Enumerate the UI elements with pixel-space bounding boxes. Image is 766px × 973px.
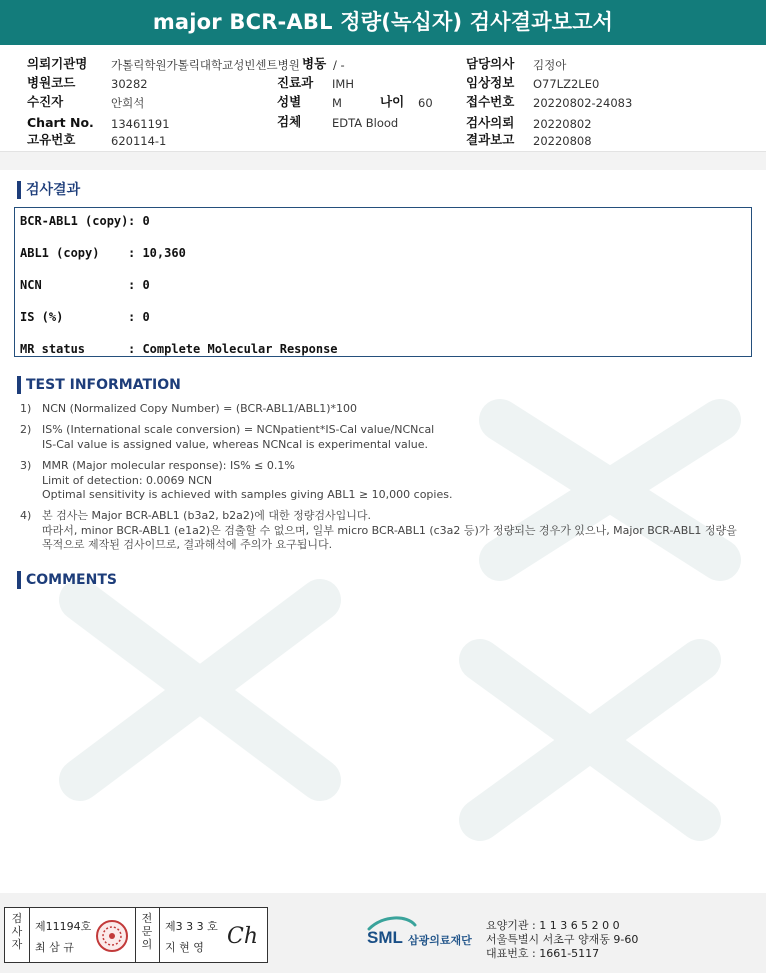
- result-label: IS (%): [20, 310, 64, 324]
- item-line: NCN (Normalized Copy Number) = (BCR-ABL1/ABL1)*100: [42, 402, 358, 415]
- item-line: 본 검사는 Major BCR-ABL1 (b3a2, b2a2)에 대한 정량검사입니다.: [42, 509, 371, 522]
- section-divider: [0, 151, 766, 170]
- hospcode-value-wrap: [111, 77, 148, 91]
- specimen-value-wrap: [332, 116, 398, 130]
- clinical-value: O77LZ2LE0: [533, 77, 600, 91]
- doctor-row: [466, 57, 514, 71]
- receipt-row: [466, 95, 514, 109]
- sex-value-wrap: [332, 96, 342, 110]
- specimen-row: [277, 115, 301, 129]
- reqdate-label: 검사의뢰: [466, 115, 515, 130]
- item-line: 목적으로 제작된 검사이므로, 결과해석에 주의가 요구됩니다.: [42, 538, 333, 551]
- doctor-value: 김정아: [533, 58, 567, 72]
- uid-value: 620114-1: [111, 134, 167, 148]
- item-line: Optimal sensitivity is achieved with samples giving ABL1 ≥ 10,000 copies.: [42, 488, 453, 501]
- age-row: [380, 95, 404, 109]
- reqdate-value: 20220802: [533, 117, 592, 131]
- phone: 대표번호 : 1661-5117: [486, 947, 600, 960]
- doctor-role: 전문의: [141, 912, 153, 951]
- ward-value-wrap: [333, 58, 345, 72]
- doctor-value-wrap: [533, 58, 566, 72]
- receipt-label: 접수번호: [466, 94, 515, 109]
- tester-license: 제11194호: [35, 920, 92, 933]
- uid-row: [27, 133, 75, 147]
- item-line: IS-Cal value is assigned value, whereas NCNcal is experimental value.: [42, 437, 429, 451]
- reportdate-value-wrap: [533, 134, 592, 148]
- result-row-bcr-abl1: [20, 214, 150, 228]
- result-row-is: [20, 310, 150, 324]
- result-label: ABL1 (copy): [20, 246, 100, 260]
- receipt-value-wrap: [533, 96, 632, 110]
- chart-row: [27, 116, 94, 130]
- doctor-label: 담당의사: [466, 56, 515, 71]
- clinical-label: 임상정보: [466, 75, 515, 90]
- item-line: Limit of detection: 0.0069 NCN: [42, 473, 213, 487]
- dept-label: 진료과: [277, 75, 314, 90]
- receipt-value: 20220802-24083: [533, 96, 633, 110]
- doctor-signature: Ch: [227, 924, 259, 949]
- hospital-row: [27, 57, 87, 71]
- clinical-row: [466, 76, 514, 90]
- specimen-label: 검체: [277, 114, 302, 129]
- item-number: 1): [20, 402, 32, 415]
- comments-title: COMMENTS: [17, 571, 117, 589]
- reportdate-row: [466, 133, 514, 147]
- logo-text: SML: [367, 928, 403, 947]
- hospcode-value: 30282: [111, 77, 148, 91]
- reqdate-row: [466, 116, 514, 130]
- age-value: 60: [418, 96, 433, 110]
- doctor-name: 지 현 영: [165, 941, 204, 954]
- doctor-license: 제3 3 3 호: [165, 920, 218, 933]
- report-title: major BCR-ABL 정량(녹십자) 검사결과보고서: [0, 0, 766, 45]
- item-number: 2): [20, 423, 32, 436]
- uid-value-wrap: [111, 134, 166, 148]
- result-value: : Complete Molecular Response: [128, 342, 338, 356]
- divider: [29, 908, 30, 962]
- sex-value: M: [332, 96, 342, 110]
- item-line: 따라서, minor BCR-ABL1 (e1a2)은 검출할 수 없으며, 일부 micro BCR-ABL1 (c3a2 등)가 정량되는 경우가 있으나, Major BCR-ABL1 정량을: [42, 523, 737, 537]
- address: 서울특별시 서초구 양재동 9-60: [486, 933, 639, 946]
- result-row-ncn: [20, 278, 150, 292]
- age-value-wrap: [418, 96, 433, 110]
- ward-row: [302, 57, 326, 71]
- ward-value: / -: [333, 58, 345, 72]
- patient-value: 안희석: [111, 96, 145, 110]
- item-number: 4): [20, 509, 32, 522]
- divider: [159, 908, 160, 962]
- patient-label: 수진자: [27, 94, 64, 109]
- clinical-value-wrap: [533, 77, 599, 91]
- dept-value-wrap: [332, 77, 354, 91]
- hospcode-label: 병원코드: [27, 75, 76, 90]
- chart-value: 13461191: [111, 117, 170, 131]
- reportdate-value: 20220808: [533, 134, 592, 148]
- dept-value: IMH: [332, 77, 354, 91]
- reqdate-value-wrap: [533, 117, 592, 131]
- org-name: 삼광의료재단: [408, 934, 472, 947]
- dept-row: [277, 76, 313, 90]
- result-row-mr-status: [20, 342, 338, 356]
- seal-icon: [95, 919, 129, 953]
- chart-value-wrap: [111, 117, 170, 131]
- result-row-abl1: [20, 246, 186, 260]
- divider: [135, 908, 136, 962]
- results-box: [14, 207, 752, 357]
- patient-row: [27, 95, 63, 109]
- ward-label: 병동: [302, 56, 327, 71]
- hospcode-row: [27, 76, 75, 90]
- age-label: 나이: [380, 94, 405, 109]
- result-label: MR status: [20, 342, 86, 356]
- sex-label: 성별: [277, 94, 302, 109]
- result-value: : 0: [128, 310, 150, 324]
- results-section-title: 검사결과: [17, 181, 80, 199]
- sex-row: [277, 95, 301, 109]
- item-line: IS% (International scale conversion) = NCNpatient*IS-Cal value/NCNcal: [42, 423, 435, 436]
- institution-code: 요양기관 : 1 1 3 6 5 2 0 0: [486, 919, 620, 932]
- hospital-value-wrap: [111, 58, 300, 72]
- hospital-label: 의뢰기관명: [27, 56, 88, 71]
- hospital-value: 가톨릭학원가톨릭대학교성빈센트병원: [111, 58, 300, 72]
- item-number: 3): [20, 459, 32, 472]
- tester-name: 최 삼 규: [35, 941, 74, 954]
- result-label: NCN: [20, 278, 42, 292]
- result-value: : 0: [128, 214, 150, 228]
- item-line: MMR (Major molecular response): IS% ≤ 0.1%: [42, 459, 295, 472]
- tester-role: 검사자: [11, 912, 23, 951]
- uid-label: 고유번호: [27, 132, 76, 147]
- chart-label: Chart No.: [27, 115, 94, 130]
- patient-value-wrap: [111, 96, 144, 110]
- result-value: : 10,360: [128, 246, 186, 260]
- specimen-value: EDTA Blood: [332, 116, 399, 130]
- result-label: BCR-ABL1 (copy): [20, 214, 129, 228]
- result-value: : 0: [128, 278, 150, 292]
- test-info-title: TEST INFORMATION: [17, 376, 181, 394]
- reportdate-label: 결과보고: [466, 132, 515, 147]
- signature-box: [4, 907, 268, 963]
